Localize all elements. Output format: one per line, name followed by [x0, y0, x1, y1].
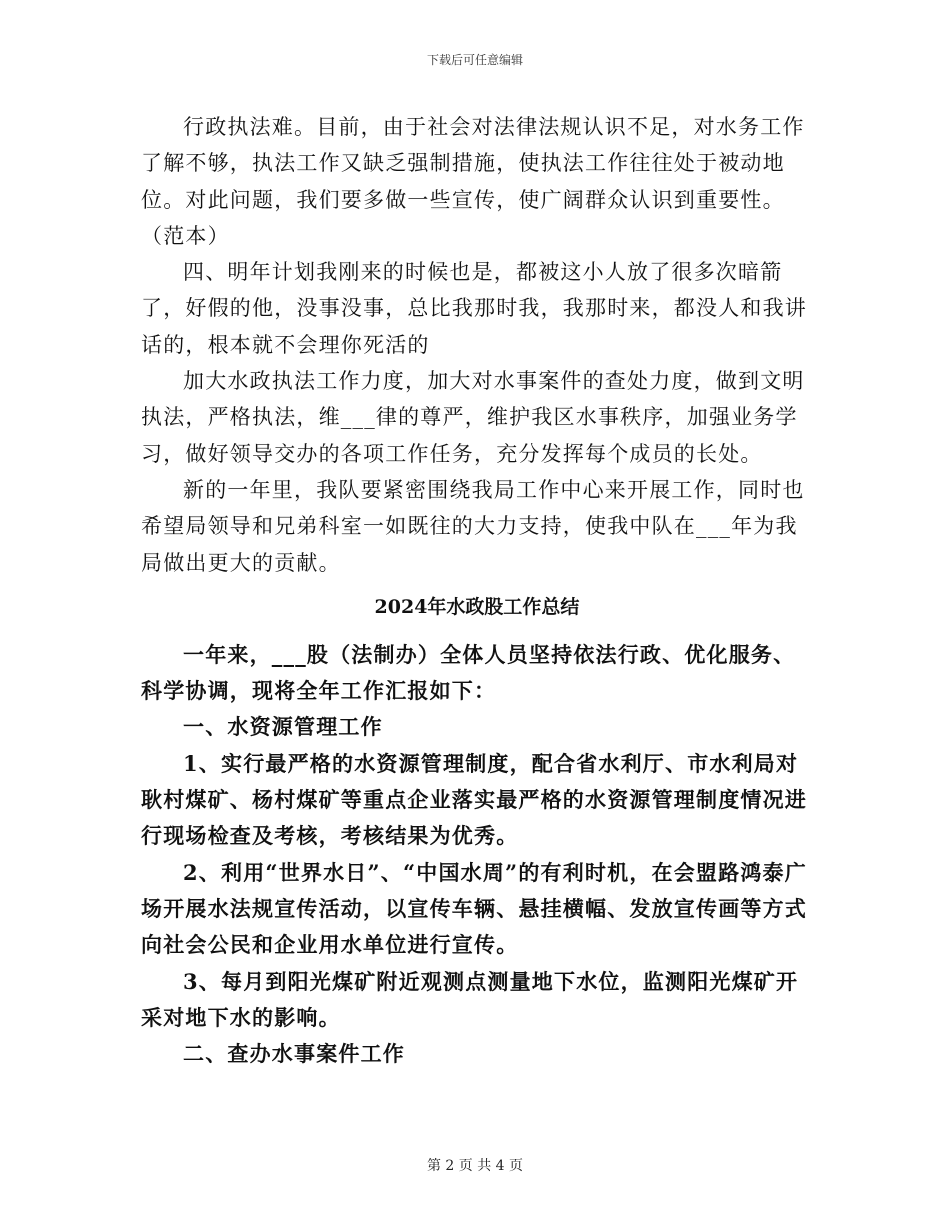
- paragraph-new-year: 新的一年里，我队要紧密围绕我局工作中心来开展工作，同时也希望局领导和兄弟科室一如既往的大力支持，使我中队在___年为我局做出更大的贡献。: [141, 477, 805, 575]
- heading-water-resources: 一、水资源管理工作: [183, 714, 383, 740]
- paragraph-enforcement-intensity: 加大水政执法工作力度，加大对水事案件的查处力度，做到文明执法，严格执法，维___律的尊严，维护我区水事秩序，加强业务学习，做好领导交办的各项工作任务，充分发挥每个成员的长处。: [141, 369, 805, 466]
- paragraph-next-year-plan: 四、明年计划我刚来的时候也是，都被这小人放了很多次暗箭了，好假的他，没事没事，总比我那时我，我那时来，都没人和我讲话的，根本就不会理你死活的: [141, 260, 807, 357]
- heading-water-cases: 二、查办水事案件工作: [183, 1041, 405, 1067]
- paragraph-enforcement-difficulty: 行政执法难。目前，由于社会对法律法规认识不足，对水务工作了解不够，执法工作又缺乏强制措施，使执法工作往往处于被动地位。对此问题，我们要多做一些宣传，使广阔群众认识到重要性。（范本）: [141, 115, 805, 248]
- paragraph-item-1: 1、实行最严格的水资源管理制度，配合省水利厅、市水利局对耿村煤矿、杨村煤矿等重点企业落实最严格的水资源管理制度情况进行现场检查及考核，考核结果为优秀。: [141, 750, 807, 849]
- paragraph-intro: 一年来，___股（法制办）全体人员坚持依法行政、优化服务、科学协调，现将全年工作汇报如下：: [141, 641, 796, 704]
- paragraph-item-2: 2、利用“世界水日”、“中国水周”的有利时机，在会盟路鸿泰广场开展水法规宣传活动，以宣传车辆、悬挂横幅、发放宣传画等方式向社会公民和企业用水单位进行宣传。: [141, 859, 807, 958]
- page-footer: 第 2 页 共 4 页: [426, 1158, 524, 1174]
- section-title: 2024年水政股工作总结: [374, 595, 580, 618]
- document-body: [141, 109, 813, 1072]
- page-header: 下载后可任意编辑: [426, 53, 523, 67]
- paragraph-item-3: 3、每月到阳光煤矿附近观测点测量地下水位，监测阳光煤矿开采对地下水的影响。: [141, 968, 799, 1030]
